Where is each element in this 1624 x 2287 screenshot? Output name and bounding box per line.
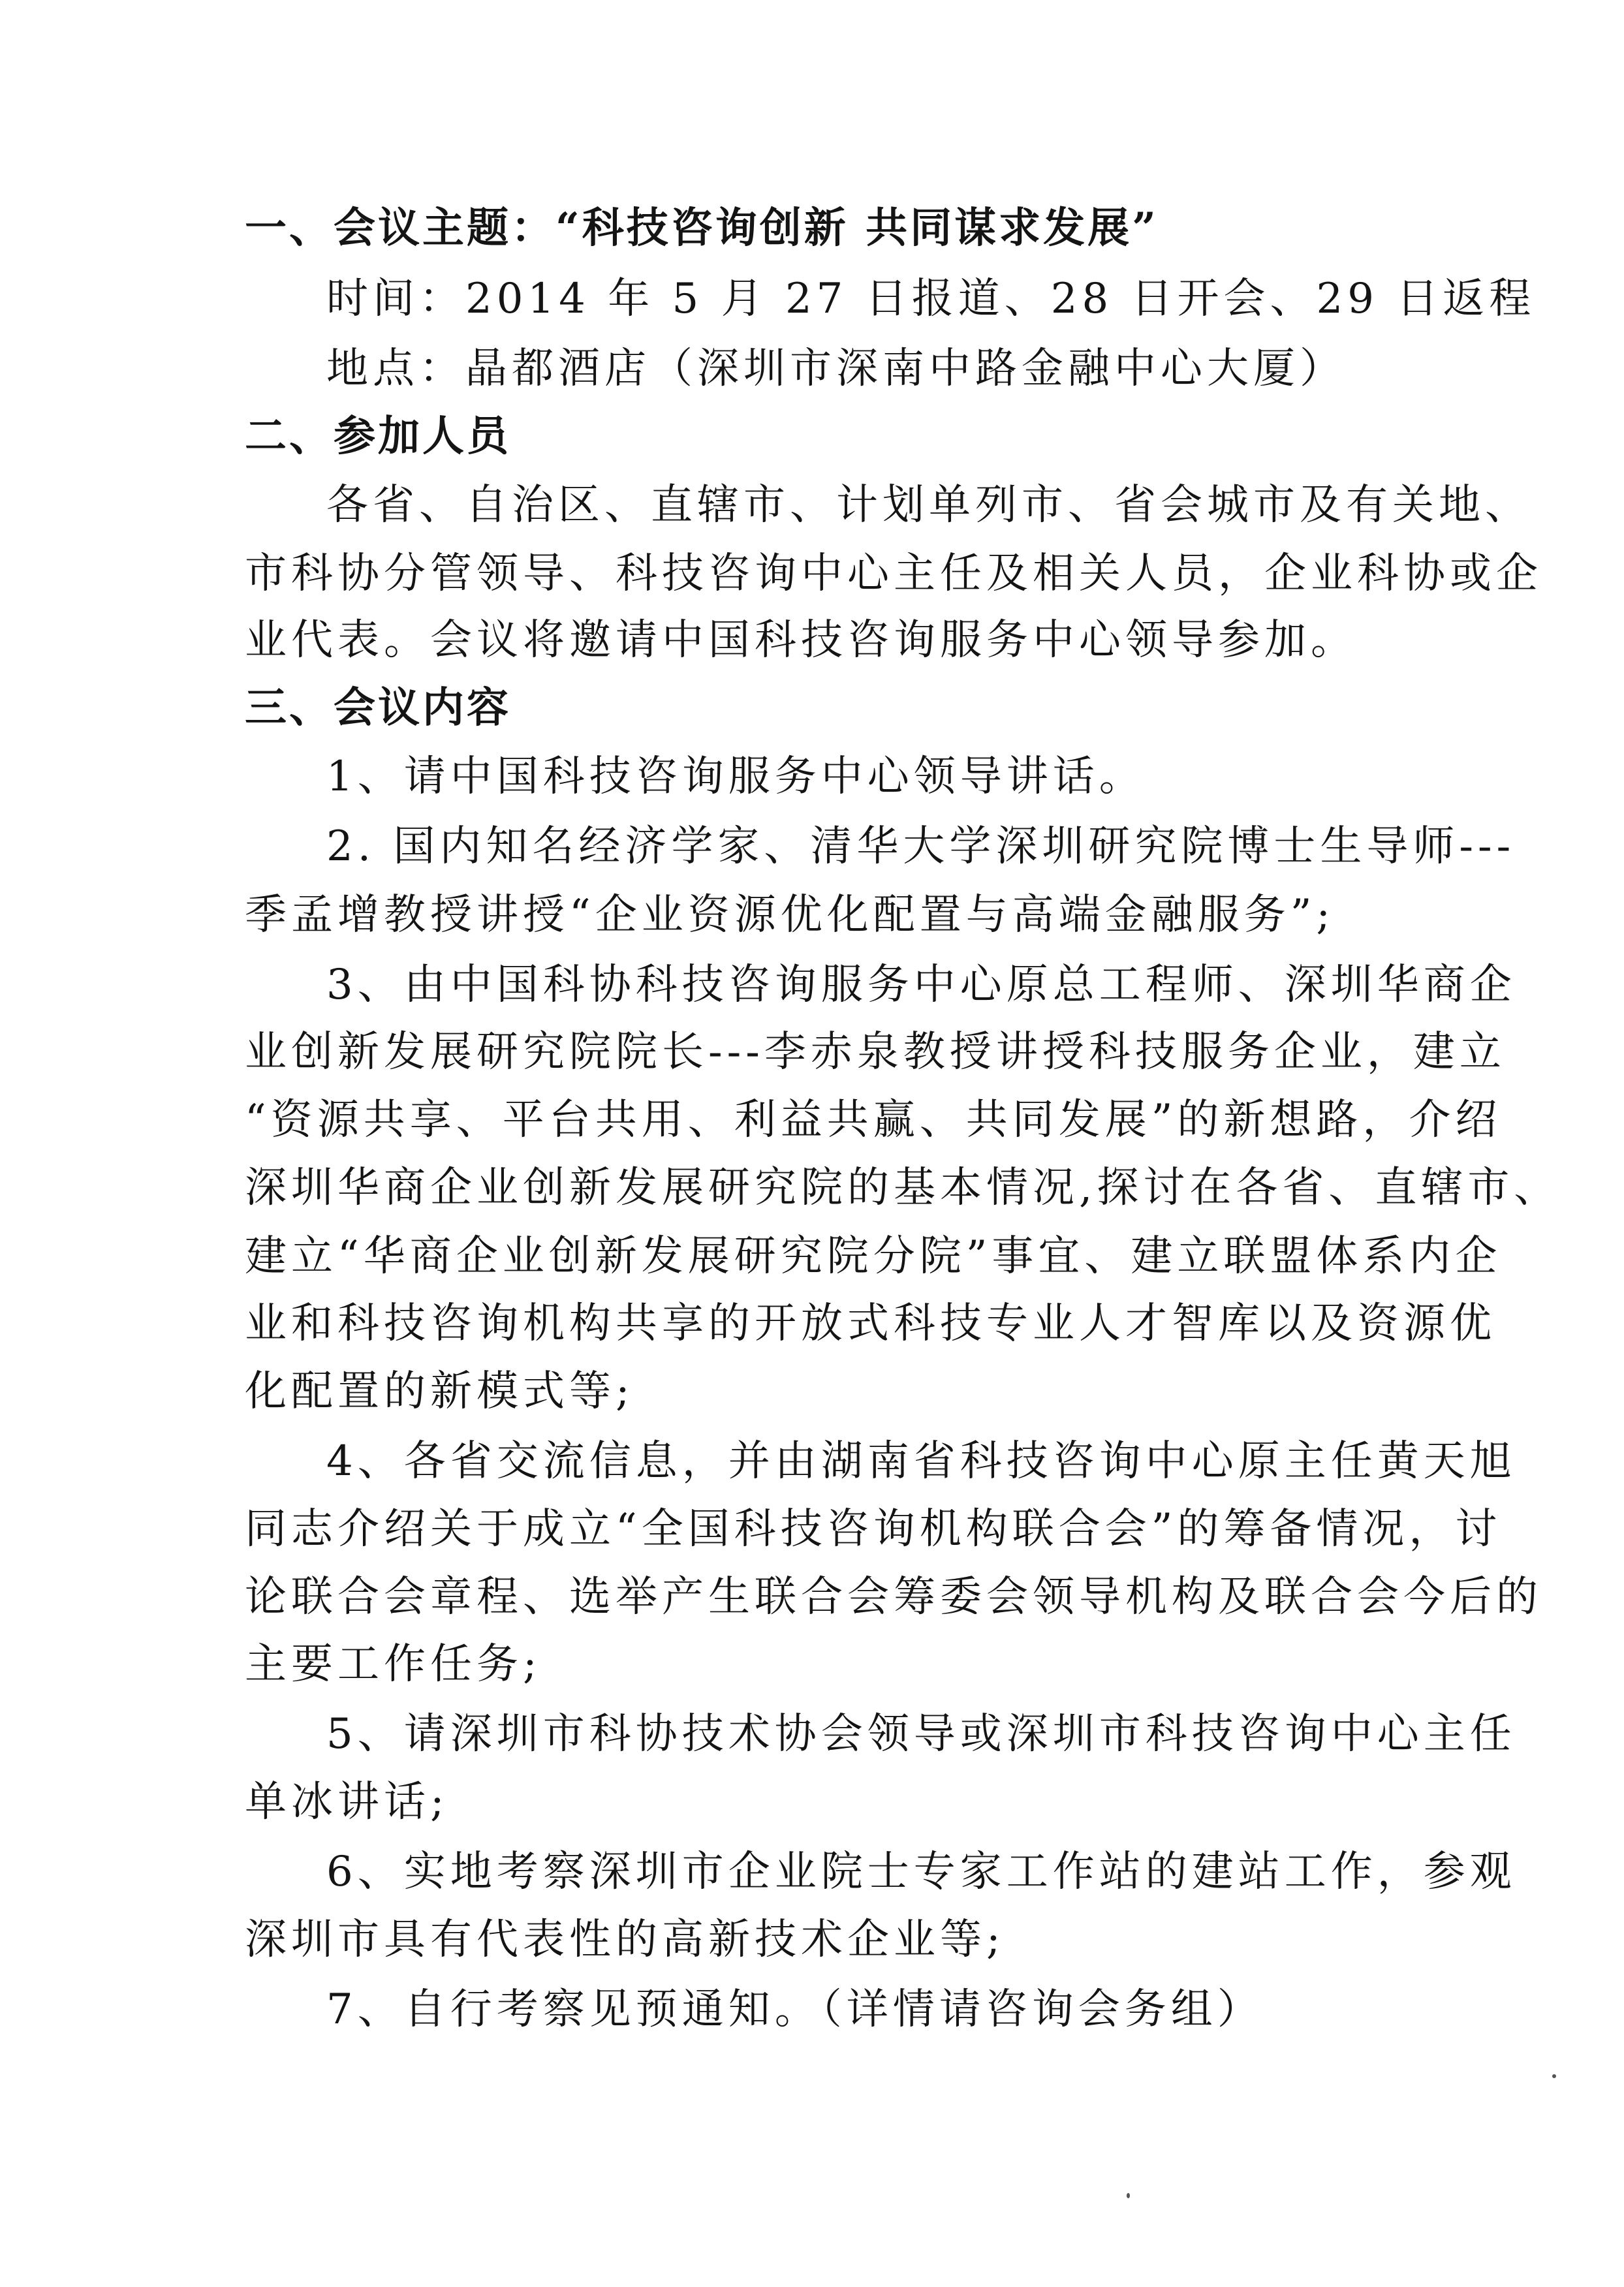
section-heading-theme: 一、会议主题：“科技咨询创新 共同谋求发展” bbox=[245, 204, 1159, 253]
content-item: 4、各省交流信息，并由湖南省科技咨询中心原主任黄天旭 bbox=[326, 1437, 1516, 1486]
scan-speck bbox=[1127, 2193, 1130, 2198]
content-item: 主要工作任务; bbox=[245, 1640, 542, 1688]
content-item: 业和科技咨询机构共享的开放式科技专业人才智库以及资源优 bbox=[245, 1299, 1496, 1348]
content-item: 化配置的新模式等; bbox=[245, 1367, 634, 1416]
section-heading-content: 三、会议内容 bbox=[245, 683, 511, 732]
content-item: 3、由中国科协科技咨询服务中心原总工程师、深圳华商企 bbox=[326, 961, 1516, 1009]
section-heading-participants: 二、参加人员 bbox=[245, 412, 511, 461]
content-item: “资源共享、平台共用、利益共赢、共同发展”的新想路，介绍 bbox=[245, 1096, 1502, 1144]
meeting-time: 时间：2014 年 5 月 27 日报道、28 日开会、29 日返程 bbox=[326, 275, 1536, 323]
content-item: 季孟增教授讲授“企业资源优化配置与高端金融服务”; bbox=[245, 891, 1335, 939]
content-item: 建立“华商企业创新发展研究院分院”事宜、建立联盟体系内企 bbox=[245, 1232, 1502, 1281]
participants-line: 业代表。会议将邀请中国科技咨询服务中心领导参加。 bbox=[245, 616, 1357, 664]
content-item: 6、实地考察深圳市企业院士专家工作站的建站工作，参观 bbox=[326, 1848, 1516, 1896]
meeting-location: 地点：晶都酒店（深圳市深南中路金融中心大厦） bbox=[326, 345, 1346, 393]
content-item: 单冰讲话; bbox=[245, 1778, 449, 1826]
content-item: 深圳华商企业创新发展研究院的基本情况,探讨在各省、直辖市、 bbox=[245, 1164, 1561, 1212]
content-item: 深圳市具有代表性的高新技术企业等; bbox=[245, 1916, 1005, 1964]
content-item: 7、自行考察见预通知。（详情请咨询会务组） bbox=[326, 1985, 1264, 2034]
scan-speck bbox=[1552, 2074, 1556, 2078]
content-item: 1、请中国科技咨询服务中心领导讲话。 bbox=[326, 753, 1146, 801]
content-item: 同志介绍关于成立“全国科技咨询机构联合会”的筹备情况，讨 bbox=[245, 1505, 1502, 1553]
participants-line: 市科协分管领导、科技咨询中心主任及相关人员，企业科协或企 bbox=[245, 550, 1542, 598]
participants-line: 各省、自治区、直辖市、计划单列市、省会城市及有关地、 bbox=[326, 481, 1531, 529]
content-item: 论联合会章程、选举产生联合会筹委会领导机构及联合会今后的 bbox=[245, 1573, 1542, 1621]
content-item: 2. 国内知名经济学家、清华大学深圳研究院博士生导师--- bbox=[326, 822, 1516, 871]
content-item: 5、请深圳市科协技术协会领导或深圳市科技咨询中心主任 bbox=[326, 1710, 1516, 1758]
content-item: 业创新发展研究院院长---李赤泉教授讲授科技服务企业，建立 bbox=[245, 1028, 1506, 1076]
